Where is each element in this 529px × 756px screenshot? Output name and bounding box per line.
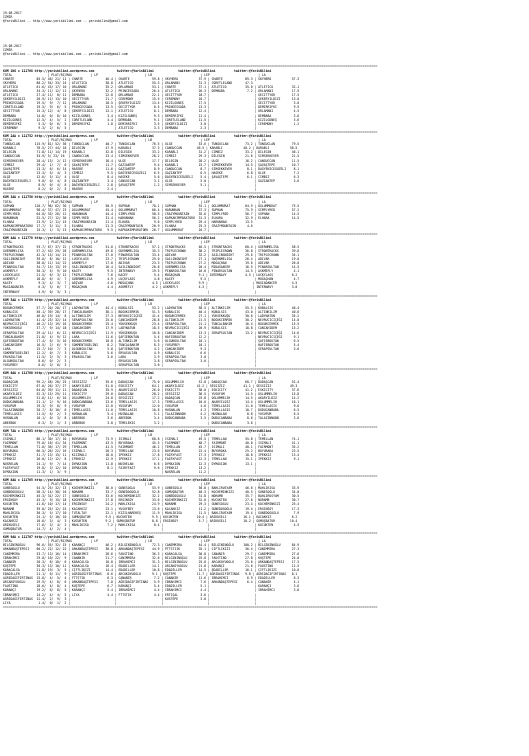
race-row: ERVASULTAN 11.5/ 3/ 5/ 3 | ERVASULTAN 3.6 | LARA 3.9 | SERAPSULTAN 3.0 | | <box>3 355 257 360</box>
race-title: KUM 2AA = 111752 http://yarisbilimi.wordpress.com twitter:@YarisBilimi twitter:@YarisBilimi twitter:@YarisBilimi <box>3 134 272 138</box>
column-headers: TOTAL | PLAT/RZ/MAX | LP | LB | LEP | LA <box>3 199 266 204</box>
header-line: İZMİR <box>3 48 13 53</box>
race-row: ŞAFIEBOUTAN 17.4/ 6/ 5/ 16 | BOGUKCERMIK 10.8 | ALTINKILIM 5.6 | OLGUNSULTAN 10.1 | | ŞAFIEBOUTAN 6.5 <box>3 338 300 343</box>
race-row: KUCUKTEN 24.1/ 5/ 10/ 10 | GUMUŞBATUR 9.5 | KUCUKTEN 9.5 | KUCUKTEN 10.4 | ARIKUSELI 16.1 | KACAKKIZ 6.2 <box>3 514 298 519</box>
race-row: KARANÇI 19.2/ 6/ 8/ 5 | KARANÇI 5.4 | IBRAHIMCI 4.4 | IBRAHIMCI 4.4 | | IBRAHIMCI 3.8 <box>3 588 300 593</box>
race-row: KIZILGUNEŞ 12.5/ 4/ 5/ 2 | CORETLELAND 4.4 | DEMBABA 9.1 | CORETLELAND 11.5 | | KIZILGUNEŞ 3.6 <box>3 117 300 122</box>
race-row: ORLAMANI 34.3/ 11/ 12/ 11 | ŞKYHERO 32.2 | PRINCESSADA 26.4 | ATLETICO 26.3 | DEMBABA 7.2 | ORLAMANI 17.9 <box>3 88 300 93</box>
separator-line: ========================================================================================================================================================================================================= <box>3 367 378 372</box>
race-block <box>3 232 526 293</box>
race-row: ŞEKERYILDIZI 26.9/ 11/ 13/ 10 | GECITTYOR 21.7 | CEREMONY 15.5 | CEREMONY 18.7 | | ŞEKERYILDIZI 13.0 <box>3 97 300 102</box>
race-row: ABEEBOK 6.3/ 3/ 1/ 3 | ARBEBOK 3.8 | TEMELEKIS 3.2 | | DUDUCANBABA 3.6 | <box>3 420 257 425</box>
race-row: TEMELLASIS 11.5/ 6/ 2/ 3 | HUSNALAN 5.4 | HUSNALAN 5.1 | TALAZINNODN 4.2 | HUSNALAN 8.8 | YUSUFUM 6.5 <box>3 412 300 417</box>
race-row: IPEKKIZ 26.0/ 12/ 12/ 8 | IPEKKIZ 12.9 | IPEKKIZ 17.1 | FAIRYFAST 12.3 | TEMELLAN 15.1 | IPEKKIZ 9.1 <box>3 457 300 462</box>
race-block <box>3 130 526 191</box>
race-row: MAGIADANCER 6.3/ 3/ 0/ 7 | MOĞAÇHAN 4.4 | ASKMEFLY 4.2 | ASKMEFLY 4.3 | | INTERNAVY 3.0 <box>3 285 298 290</box>
race-row: SERAPSULTAN 29.4/ 11/ 6/ 12 | NEVRUCICIÇEĞI 11.9 | YÜKSEKKUŞU 10.8 | CANCAHIDEM 13.3 | SERAPSULTAN 13.2 | NEVRUCICIÇEĞI 14.6 <box>3 330 300 335</box>
column-headers: TOTAL | PLAT/RZ/MAX | LP | LB | LEP | LA <box>3 301 266 306</box>
race-row: KARACALSA 21.8/ 19/ 3/ 5 | CIFTLIKIZI 14.4 | EDADILLER 10.8 | EDADILLER 14.5 | EDADILLER 16.1 | CIFTLIKIZI 10.0 <box>3 567 300 572</box>
race-row: AĞRIDAĞIFIRTINAS 12.4/ 2/ 9/ 3 | | | KUSTEPE 3.0 | | <box>3 596 257 601</box>
race-row: HASEKE 6.2/ 0/ 2/ 5 | HASEKE 2.4 | | | | <box>3 187 257 192</box>
header-line: 19.08.2017 <box>3 43 22 48</box>
race-row: STRONTRACKS 93.7/ 67/ 37/ 22 | STRONTRACKS 51.0 | STRONTRACKS 57.2 | STRONTRACKS 40.5 | STRONTRACKS 60.4 | GUERNMELISA 58.5 <box>3 244 300 249</box>
race-row: NORAMB 39.8/ 25/ 12/ 15 | KACAKKIZ 23.1 | YUSUFBEY 13.6 | KACAKKIZ 11.2 | GUNEDOGOGLU 19.4 | ERGINSOY 17.3 <box>3 506 300 511</box>
race-row: KARABLI 78.5/ 27/ 44/ 18 | DILEGIN 47.9 | KARABLI 37.3 | CANGUCCAN 46.5 | KARABLI 40.2 | KARABLI 58.5 <box>3 146 298 151</box>
race-row: ULGE 12.6/ 5/ 11/ 4 | ULGE 8.4 | HASEKE 5.6 | DAĞYENICEGUZELI 5.4 | ŞAVAŞTEPE 6.1 | CIMBIZ 6.3 <box>3 174 300 179</box>
race-row: DUDUCANBABA 21.1/ 2/ 9/ 16 | DUDUCANBABA 23.6 | TEMELLASIS 17.3 | TEMELLASIS 10.0 | AKARYILDIZ 14.4 | OGLUMMELIH 16.1 <box>3 400 300 405</box>
race-row: CANGUCCAN 34.9/ 5/ 23/ 16 | CANGUCCAN 23.4 | SIMSEKKEVER 28.2 | CIMBIZ 29.3 | DILEGIN 21.6 | SIMSEKKEVER 21.5 <box>3 154 300 159</box>
race-row: ESKICITY 67.0/ 26/ 37/ 27 | AKARYILDIZ 51.8 | ESKICITY 64.1 | AKARYILDIZ 41.2 | SESSIZIZ 41.1 | SESSIZIZ 49.3 <box>3 383 298 388</box>
race-row: IBRAHIMCI 14.2/ 4/ 4/ 5 | LIYA 4.4 | FTTSTIK 4.4 | ERTIŞAL 3.6 | | <box>3 592 257 597</box>
race-row: OLGUNSULTAN 8.6/ 0/ 2/ 3 | | ERVASULTAN 3.8 | SERAPSULTAN 3.0 | | <box>3 359 257 364</box>
race-title: KUM 7AA = 111763 http://yarisbilimi.wordpress.com twitter:@YarisBilimi twitter:@YarisBilimi twitter:@YarisBilimi <box>3 428 272 433</box>
race-row: CHARTE 85.5/ 46/ 21/ 11 | CHARTE 46.4 | CHARTE 59.8 | SKYHERO 37.9 | CHARTE 89.3 | SKYHERO 57.3 <box>3 76 300 81</box>
race-row: SIMPLYRED 64.0/ 33/ 26/ 12 | HARUNHAN 44.4 | SIMPLYRED 58.5 | CRAZYMOUNTAIN 35.6 | SIMPLYRED 56.7 | SUPHAN 14.5 <box>3 211 300 216</box>
race-row: ASKMEFLY 30.3/ 5/ 9/ 10 | KACEY 9.5 | INTERNAVY 19.5 | PINARSULTAN 16.8 | PINARSULTAN 14.5 | ASKMEFLY 4.1 <box>3 269 300 274</box>
race-row: ERGINSOY 45.3/ 9/ 15/ 18 | KOCHEMINKIZI 27.8 | ERGINSOY 33.6 | KOCHEMINKIZI 32.0 | KUCUKTEN 27.6 | NORAMB 30.7 <box>3 498 300 503</box>
column-headers: TOTAL | PLAT/RZ/MAX | LP | LB | LEP | LA <box>3 72 266 77</box>
race-block <box>3 191 526 232</box>
race-row: NUSRELAN 24.1/ 9/ 7/ 14 | DYMAXION 11.8 | NUSRELAN 6.6 | DYMAXION 12.3 | DYMAXION 13.1 | <box>3 461 257 466</box>
race-row: KACEY 9.3/ 4/ 3/ 7 | ADIVAR 4.6 | MOĞAÇHAN 4.5 | LUCKYLASS 9.9 | | MAGIADANCER 4.5 <box>3 281 298 286</box>
race-row: ELHARA 23.9/ 2/ 11/ 15 | CRAZYMOUNTAIN 21.4 | ELHARA 9.6 | SIMPLYRED 29.4 | HARUNHAN 13.5 <box>3 219 253 224</box>
race-row: GUERNMELISA 57.2/ 43/ 29/ 28 | GUERNMELISA 49.6 | GUERNMELISA 35.3 | TRIPLECROWN 38.2 | TRIPLECROWN 36.8 | STRONTRACKS 39.8 <box>3 248 300 253</box>
race-row: ARCAKOYUOGLU 19.9/ 4/ 8/ 6 | ARKANDAŞTEPESI 7.0 | AĞRIDAĞIFIRTINAS 5.9 | IBRAHIMCI 7.6 | ARKANDAŞTEPESI 6.4 | CANANIR 4.1 <box>3 580 300 585</box>
race-row: SUPHAN 120.7/ 96/ 62/ 36 | SUPHAN 50.9 | SUPHAN 70.1 | SUPHAN 91.1 | OGLUMMURAT 84.9 | OGLUMMURAT 75.5 <box>3 203 300 208</box>
race-block <box>3 64 526 130</box>
separator-line: ========================================================================================================================================================================================================= <box>3 604 378 609</box>
race-row: HUSNALAN 10.1/ 0/ 3/ 8 | ABEEBOK 3.6 | ABEEBOK 3.4 | DUDUCANBABA 3.5 | DUDUCANBABA 8.6 | TALAZINNODN 3.6 <box>3 416 300 421</box>
race-row: HARUNHAN 52.5/ 27/ 12/ 30 | SIMPLYRED 31.4 | HARUNHAN 56.2 | KAPKAKIMPARATORU 31.3 | ELHARA 32.9 | ELHARA 14.5 <box>3 215 300 220</box>
race-block <box>3 474 526 531</box>
race-row: TALAZINNODN 20.7/ 8/ 10/ 6 | TEMELLASIS 11.0 | TEMELLASIS 10.8 | HUSNALAN 4.3 | TEMELLASIS 10.7 | DUDUCANBABA 6.5 <box>3 408 300 413</box>
race-block <box>3 294 526 368</box>
race-row: INTERNAVY 4.9/ 0/ 3/ 3 | | | | | <box>3 289 257 294</box>
race-row: LUCKYLASS 21.5/ 6/ 3/ 12 | TRIPLECROWN 7.6 | KACEY 5.4 | MOĞAÇHAN 9.1 | INTERNAVY 4.5 | LUCKYLASS 6.2 <box>3 273 298 278</box>
separator-line: ========================================================================================================================================================================================================= <box>3 424 378 429</box>
race-row: IBRAHIMCI 29.0/ 10/ 22/ 9 | CANANIR 21.7 | CANIMMIRA 32.6 | BILGININOĞLU 25.8 | FAUSTINO 27.8 | KUŞTEPE 24.0 <box>3 555 300 560</box>
race-block <box>3 425 526 474</box>
race-title: KUM 4AA = 111778 http://yarisbilimi.wordpress.com twitter:@YarisBilimi twitter:@YarisBilimi twitter:@YarisBilimi <box>3 236 272 241</box>
race-row: YUSUFBEY 6.6/ 3/ 0/ 3 | | SERAPSULTAN 3.0 | | | <box>3 363 257 368</box>
race-row: YUSUFUM 19.3/ 9/ 0/ 9 | YUSUFUM 12.0 | YUSUFUM 12.0 | YUSUFUM 4.6 | TEMELLASIS 11.0 | TEMELLASIS 9.6 <box>3 404 300 409</box>
race-row: GUMUŞBATUR 14.7/ 4/ 2/ 4 | | | | | <box>3 527 257 531</box>
column-headers: TOTAL | PLAT/RZ/MAX | LP | LB | LEP | LA <box>3 481 266 486</box>
separator-line: ========================================================================================================================================================================================================= <box>3 232 378 237</box>
race-row: CEREMONY 9.3/ 2/ 6/ 5 | | ATLETICO 3.3 | DEMBABA 2.3 | | <box>3 125 257 130</box>
race-row: LADYNATUN 41.4/ 23/ 32/ 14 | SERAPSULTAN 25.0 | CANCAHIDEM 28.8 | ALTINKILIM 21.5 | BOGUKCERMIK 30.2 | NEVRUCICIÇEĞI 14.0 <box>3 318 300 323</box>
separator-line: ========================================================================================================================================================================================================= <box>3 191 378 196</box>
race-row: DEMIRRIFKI 5.3/ 0/ 6/ 5 | DEMIRRIFKI 1.8 | DEMIRRIFKI 3.5 | ŞEKERYILDIZI 3.0 | | CEREMONY 1.2 <box>3 121 300 126</box>
race-row: ARIKUSELI 17.6/ 3/ 4/ 2 | MAHLIKISA 7.2 | MAHLIKISA 8.4 | | | KUCUKTEN 4.5 <box>3 522 300 527</box>
race-title: KUM 1NG = 111768 http://yarisbilimi.wordpress.com twitter:@YarisBilimi twitter:@YarisBilimi twitter:@YarisBilimi <box>3 68 272 73</box>
race-row: GUNESOGLU 54.5/ 25/ 32/ 13 | KOCHEMINKIZI 36.0 | GUNESOGLU 53.9 | GUNESOGLU 50.8 | BAHLIRUSYAM 46.6 | MAHLIKISA 33.9 <box>3 486 300 491</box>
separator-line: ========================================================================================================================================================================================================= <box>3 473 378 478</box>
race-block <box>3 367 526 424</box>
column-headers: TOTAL | PLAT/RZ/MAX | LP | LB | LEP | LA <box>3 539 266 544</box>
race-row: FAIRYFAST 19.8/ 3/ 12/ 10 | DYMAXION 8.1 | FAIRYFAST 9.6 | IPEKKIZ 13.2 | | <box>3 465 257 470</box>
header-line: 19.08.2017 <box>3 11 22 16</box>
race-row: NEVRUCICIÇEĞI 40.2/ 13/ 19/ 16 | BOGUKCERMIK 25.4 | YÜKSEKKUŞU 23.4 | SERAPSULTAN 21.1 | TUNCALBAHIM 16.4 | BOGUKCERMIK 15.5 <box>3 322 300 327</box>
race-row: ADIVAR 38.8/ 11/ 14/ 22 | ASKMEFLY 17.8 | ADIVAR 23.3 | TRIPLECROWN 27.2 | MOĞAÇHAN 19.6 | ADIVAR 26.0 <box>3 260 300 265</box>
race-row: SKYHERO 80.2/ 54/ 33/ 24 | ATLETICO 38.8 | ATLETICO 55.3 | ORLAMANI 31.3 | CORETLELAND 47.3 <box>3 80 253 85</box>
race-row: DEMBABA 14.8/ 0/ 8/ 10 | KIZILGUNEŞ 3.4 | KIZILGUNEŞ 9.3 | DEMIRRIFKI 11.4 | | DEMBABA 3.6 <box>3 113 300 118</box>
race-row: KUŞTEPE 30.3/ 13/ 10/ 11 | KARACALSA 16.4 | EDADILLER 14.1 | ARCAKOYUOGLU 21.8 | KARANÇI 21.6 | FAUSTINO 12.5 <box>3 563 300 568</box>
column-headers: TOTAL | PLAT/RZ/MAX | LP | LB | LEP | LA <box>3 375 266 380</box>
race-row: KACAKKIZ 10.6/ 3/ 4/ 3 | KUCUKTEN 9.2 | GUMUŞBATUR 8.8 | ERGINSOY 5.7 | ARIKUSELI 10.2 | GUMUŞBATUR 10.4 <box>3 518 298 523</box>
race-row: CIMBIZ 29.4/ 1/ 7/ 6 | ŞAVAŞTEPE 11.7 | GAZIANTEP 9.4 | KARABLI 15.7 | SIMSEKKEVER 14.5 | ŞAVAŞTEPE 10.7 <box>3 162 300 167</box>
race-row: GECITTYOR 15.3/ 12/ 4/ 8 | ŞEKERYILDIZI 12.1 | ATLETICO 8.1 | DEMBABA 12.4 | | ORLAMANI 4.5 <box>3 109 300 114</box>
race-row: DADAŞCAN 95.2/ 48/ 28/ 25 | SESSIZIZ 35.6 | DADAŞCAN 75.0 | OGLUMMELIH 51.8 | DADAŞCAN 60.7 | DADAŞCAN 52.4 <box>3 379 300 384</box>
header-line: @YarisBilimi -- http://www.yarisbilimi.com -- yarisbilimi@gmail.com <box>3 19 128 24</box>
race-row: GUNEDOGOGLU 58.3/ 14/ 30/ 16 | NORAMB 33.7 | GUNEDOGOGLU 52.8 | GUMUŞBATUR 40.3 | KOCHEMINKIZI 40.5 | GUNESOGLU 34.0 <box>3 490 300 495</box>
race-row: GAZIANTEP 13.3/ 5/ 4/ 3 | CIMBIZ 9.5 | DAĞYENICEGUZELI 6.5 | GAZIANTEP 6.5 | HASEKE 6.8 | ULGE 7.2 <box>3 170 300 175</box>
race-row: OGLUMMURAT 98.4/ 37/ 47/ 23 | OGLUMMURAT 45.4 | OGLUMMURAT 66.4 | HARUNHAN 37.3 | SUPHAN 75.9 | SIMPLYRED 57.2 <box>3 207 300 212</box>
spacer <box>3 32 526 36</box>
header-line: @YarisBilimi -- http://www.yarisbilimi.com -- yarisbilimi@gmail.com <box>3 52 128 57</box>
document-header <box>3 11 526 23</box>
race-row: BUYURAKA 66.5/ 26/ 22/ 16 | ISIMALI 28.3 | TEMELLAN 23.6 | BUYURAKA 22.4 | BUYURAKA 25.2 | BUYURAKA 23.5 <box>3 449 300 454</box>
race-row: LARA 15.7/ 10/ 7/ 3 | OLGUNSULTAN 5.8 | ŞAFIEBOUTAN 4.2 | CANCAHIDEM 9.3 | | SERAPSULTAN 3.6 <box>3 346 300 351</box>
race-row: AĞRIDAĞIFIRTINAS 15.8/ 4/ 5/ 4 | FTTSTIK 6.3 | CANANIR 7.2 | CANANIR 11.6 | IBRAHIMCI 6.9 | EDADILLER 6.3 <box>3 576 300 581</box>
race-row: CRAZYMOUNTAIN 15.3/ 1/ 5/ 13 | KAPKAKIMPARATORU 9.5 | KAPKAKIMPARATORU 20.7 | OGLUMMURAT 16.7 | <box>3 228 210 233</box>
race-row: ARKANDAŞTEPESI 60.2/ 22/ 12/ 22 | ARKANDAŞTEPESI 38.8 | ARKANDAŞTEPESI 44.9 | PTTSTIIK 35.1 | CIFTLIKIZI 36.4 | CANIMMIRA 27.3 <box>3 547 300 552</box>
race-row: ŞAVAŞTEPE 13.3/ 6/ 6/ 14 | HASEKE 11.6 | GAZIANTEP 8.9 | CANGUCCAN 8.7 | SIMSEKKEVER 8.1 | DAĞYENICEGUZELI 8.1 <box>3 166 300 171</box>
race-row: ULGE 8.9/ 0/ 4/ 8 | DAĞYENICEGUZELI 2.8 | ŞAVAŞTEPE 1.2 | SIMSEKKEVER 5.1 | | <box>3 183 257 188</box>
race-row: TEMELLAN 71.0/ 36/ 17/ 29 | TEMELLAN 41.5 | FAIRMONT 46.2 | TEMELLAN 45.7 | ISIMALI 40.1 | FAIRMONT 35.2 <box>3 445 300 450</box>
race-row: MAHLIKISA 30.3/ 5/ 17/ 10 | TUTALTAY 22.1 | KIZILHAREKEŞ 11.9 | MAHLIKISA 11.5 | BAHLIRUSYAM 19.4 | GUNEDOGOGLU 7.9 <box>3 510 300 515</box>
race-row: KAPKAKIMPARATORU 17.7/ 5/ 11/ 5 | ELHARA 21.3 | CRAZYMOUNTAIN 20.9 | ELHARA 25.3 | CRAZYMOUNTAIN 4.6 <box>3 224 253 229</box>
race-list <box>3 64 526 608</box>
race-row: AKARYILDIZ 52.3/ 15/ 29/ 11 | ESKICITY 29.0 | DADAŞCAN 28.2 | SESSIZIZ 36.5 | YUSUFUM 14.5 | OGLUMMELIH 15.8 <box>3 391 300 396</box>
race-row: CANIMMIRA 33.7/ 13/ 16/ 14 | IBRAHIMCI 28.6 | FAUSTINO 36.3 | KARACALSA 30.8 | CANANIR 29.7 | CANIMMIRA 27.6 <box>3 551 300 556</box>
race-title: KUM 5AA = 111759 http://yarisbilimi.wordpress.com twitter:@YarisBilimi twitter:@YarisBilimi twitter:@YarisBilimi <box>3 297 272 302</box>
column-headers: TOTAL | PLAT/RZ/MAX | LP | LB | LEP | LA <box>3 138 266 143</box>
race-row: EDADILLER 21.1/ 6/ 11/ 9 | AĞRIDAĞIFIRTINAS 8.6 | ARCAKOYUOGLU 9.1 | KUŞTEPE 11.7 | AĞRIDAĞIFIRTINAS 9.8 | AĞRIDAĞIFIRTINAS 8.1 <box>3 572 298 577</box>
race-row: SESSIZIZ 64.0/ 39/ 11/ 11 | DADAŞCAN 35.9 | AKARYILDIZ 26.0 | ESKICITY 38.0 | ESKICITY 41.2 | ESKICITY 37.6 <box>3 387 300 392</box>
race-row: DAĞYENICEGUZELI 9.0/ 0/ 4/ 8 | GAZIANTEP 3.4 | CANGUCCAN 3.1 | ULGE 5.0 | | GAZIANTEP 3.6 <box>3 179 300 184</box>
race-row: TUNGUCLAN 115.9/ 81/ 52/ 36 | TUNGUCLAN 40.7 | TUNGUCLAN 76.5 | ULGE 53.6 | TUNGUCLAN 73.2 | TUNGUCLAN 79.5 <box>3 142 300 147</box>
column-headers: TOTAL | PLAT/RZ/MAX | LP | LB | LEP | LA <box>3 240 266 245</box>
race-row: ASKMEFLY 18.8/ 6/ 4/ 7 | GUERNMELISA 4.9 | LUCKYLASS 4.8 | KACEY 9.5 | | MOĞAÇHAN 4.7 <box>3 277 300 282</box>
race-row: ALTINKILIM 46.0/ 19/ 14/ 8 | ALTINKILIM 27.3 | NEVRUCICIÇEĞI 41.4 | BOGUKCERMIK 27.1 | YÜKSEKKUŞU 30.6 | LADYNATUN 35.2 <box>3 314 300 319</box>
separator-line: ========================================================================================================================================================================================================= <box>3 293 378 298</box>
race-row: FAIRMONT 79.0/ 16/ 41/ 34 | FAIRMONT 43.5 | BUYURAKA 45.5 | FAIRMONT 48.7 | FAIRMONT 40.0 | ISIMALI 41.1 <box>3 441 300 446</box>
race-row: DYMAXION 11.3/ 1/ 3/ 9 | | | NUSRELAN 11.2 | | <box>3 469 257 474</box>
race-row: TRIPLECROWN 42.3/ 15/ 14/ 21 | PINARSULTAN 27.0 | PINARSULTAN 33.4 | ADIVAR 32.2 | SAILINGNIGHT 29.6 | TRIPLECROWN 34.1 <box>3 252 300 257</box>
separator-line: ========================================================================================================================================================================================================= <box>3 129 378 134</box>
race-row: SAILINGNIGHT 39.0/ 8/ 10/ 12 | LUCKYLASS 23.7 | TRIPLECROWN 29.0 | SAILINGNIGHT 27.1 | GUERNMELISA 26.4 | ADIVAR 19.0 <box>3 256 300 261</box>
race-row: ISIMALI 86.1/ 30/ 17/ 10 | BUYURAKA 73.9 | ISIMALI 68.8 | ISIMALI 49.5 | TEMELLAN 55.8 | TEMELLAN 74.1 <box>3 436 300 441</box>
race-title: KUM 8AA = 111765 http://yarisbilimi.wordpress.com twitter:@YarisBilimi twitter:@YarisBilimi twitter:@YarisBilimi <box>3 477 272 482</box>
separator-line: ========================================================================================================================================================================================================= <box>3 64 378 69</box>
race-title: KUM 9AA = 111767 http://yarisbilimi.wordpress.com twitter:@YarisBilimi twitter:@YarisBilimi twitter:@YarisBilimi <box>3 535 272 540</box>
race-row: CANANIR 20.3/ 6/ 10/ 6 | KARACALSA 16.8 | IBRAHIMCI 31.3 | BILGININOĞLU 25.8 | ARCAKOYUOGLU 25.6 | ARKANDAŞTEPESI 17.3 <box>3 559 300 564</box>
race-title: KUM 3AA = 111756 http://yarisbilimi.wordpress.com twitter:@YarisBilimi twitter:@YarisBilimi twitter:@YarisBilimi <box>3 195 272 200</box>
race-stats-document <box>3 3 526 613</box>
race-row: BOGUKCERMIK 57.7/ 20/ 28/ 17 | LADYNATUN 44.4 | KUBALSIS 53.2 | LADYNATUN 58.5 | ALTINKILIM 55.5 | KUBALSIS 46.4 <box>3 305 300 310</box>
race-row: FAUSTINO 18.6/ 4/ 8/ 4 | KUŞTEPE 6.7 | KARANÇI 5.4 | EDADILLER 5.1 | | KARANÇI 3.6 <box>3 584 300 589</box>
race-row: IPEKKIZ 31.7/ 13/ 15/ 11 | KIZIMALI 18.0 | IPEKKIZ 17.8 | FAIRYFAST 17.3 | IPEKKIZ 18.8 | IPEKKIZ 13.4 <box>3 453 300 458</box>
race-row: CANCAHIDEM 16.5/ 2/ 6/ 9 | SOKMENTOGELINI 8.2 | TUNCALBAHIM 8.3 | YUSUFBEY 10.1 | | HAFIEBOUTAN 5.4 <box>3 342 300 347</box>
race-row: PINARSULTAN 34.7/ 15/ 13/ 19 | SAILINGNIGHT 16.4 | SAILINGNIGHT 20.8 | GUERNMELISA 20.4 | MIDAGANCER 16.5 | PINARSULTAN 14.5 <box>3 265 300 269</box>
race-title: KUM 6AA = 111760 http://yarisbilimi.wordpress.com twitter:@YarisBilimi twitter:@YarisBilimi twitter:@YarisBilimi <box>3 371 272 376</box>
race-row: KUCUKTEN 41.6/ 10/ 17/ 14 | ERGINSOY 24.2 | MAHLIKISA 24.9 | NORAMB 29.3 | GUNESOGLU 23.4 | KOCHEMINKIZI 25.4 <box>3 502 300 507</box>
race-row: PRINCESSADA 19.5/ 9/ 7/ 12 | ORLAMANI 18.5 | ŞEKERYILDIZI 13.4 | KIZILGUNEŞ 17.5 | | GECITTYOR 3.0 <box>3 101 300 106</box>
race-row: BILGININOĞLU 96.6/ 55/ 32/ 15 | KARANÇI 46.2 | BILGININOĞLU 72.3 | CANIMMIRA 44.4 | BILGININOĞLU 100.2 | BILGININOĞLU 84.9 <box>3 543 300 548</box>
race-row: DILEGIN 71.8/ 11/ 14/ 19 | KARABLI 32.8 | DILEGIN 33.2 | KARABLI 31.2 | CIMBIZ 33.2 | DILEGIN 46.1 <box>3 150 300 155</box>
race-row: KOCHEMINKIZI 45.3/ 31/ 22/ 17 | GUNESOGLU 33.6 | KOCHEMINKIZI 32.2 | GUNEDOGOGLU 31.8 | NORAMB 35.7 | BAHLIRUSYAM 30.5 <box>3 494 300 499</box>
race-row: KUBALSIS 50.1/ 39/ 28/ 17 | TUNCALBAHIM 38.1 | BOGUKCERMIK 51.3 | KUBALSIS 40.4 | KUBALSIS 43.0 | ALTINKILIM 40.6 <box>3 310 300 315</box>
race-row: OGLUMMELIH 31.8/ 11/ 6/ 16 | OGLUMMELIH 24.8 | SESSIZIZ 17.2 | DADAŞCAN 25.8 | OGLUMMELIH 14.5 | AKARYILDIZ 14.2 <box>3 396 300 400</box>
document-header-repeat <box>3 44 526 56</box>
column-headers: TOTAL | PLAT/RZ/MAX | LP | LB | LEP | LA <box>3 432 266 437</box>
race-row: ATLETICO 61.6/ 43/ 17/ 10 | ORLAMANI 35.2 | ORLAMANI 53.1 | CHARTE 37.1 | ATLETICO 35.0 | ATLETICO 32.1 <box>3 84 300 89</box>
race-row: ATLETICO 27.4/ 11/ 8/ 11 | DEMBABA 22.0 | ORLAMANI 22.1 | GECITTYOR 18.7 | | GECITTYOR 17.5 <box>3 93 300 98</box>
race-row: SIMSEKKEVER 28.4/ 13/ 2/ 12 | SIMSEKKEVER 18.4 | ULGE 17.7 | DILEGIN 28.2 | ULGE 16.2 | CANGUCCAN 11.5 <box>3 158 300 163</box>
race-row: CORETLELAND 19.5/ 9/ 6/ 5 | PRINCESSADA 13.5 | GECITTYOR 6.5 | PRINCESSADA 13.3 | | DEMIRRIFKI 9.9 <box>3 105 300 110</box>
race-row: YÜKSEKKUŞU 37.7/ 9/ 14/ 18 | CANCAHIDEM 17.9 | LADYNATUN 18.5 | NEVRUCICIÇEĞI 20.9 | KUBALSIS 18.8 | CANCAHIDEM 15.2 <box>3 326 300 331</box>
race-row: SOKMENTOGELINI 12.2/ 0/ 7/ 3 | KUBALSIS 5.6 | ERVASULTAN 4.9 | KUBALSIS 6.6 | | <box>3 350 257 355</box>
race-block <box>3 531 526 605</box>
separator-line: ========================================================================================================================================================================================================= <box>3 531 378 536</box>
race-row: TUNCALBAHIM 21.8/ 4/ 9/ 12 | LARA 11.6 | ŞAFIEBOUTAN 5.4 | HAFIEBOUTAN 12.2 | | NEVRUCICIÇEĞI 9.1 <box>3 334 300 339</box>
header-line: İZMİR <box>3 15 13 20</box>
race-row: LIYA 1.4/ 0/ 1/ 2 | | | | | <box>3 600 257 605</box>
